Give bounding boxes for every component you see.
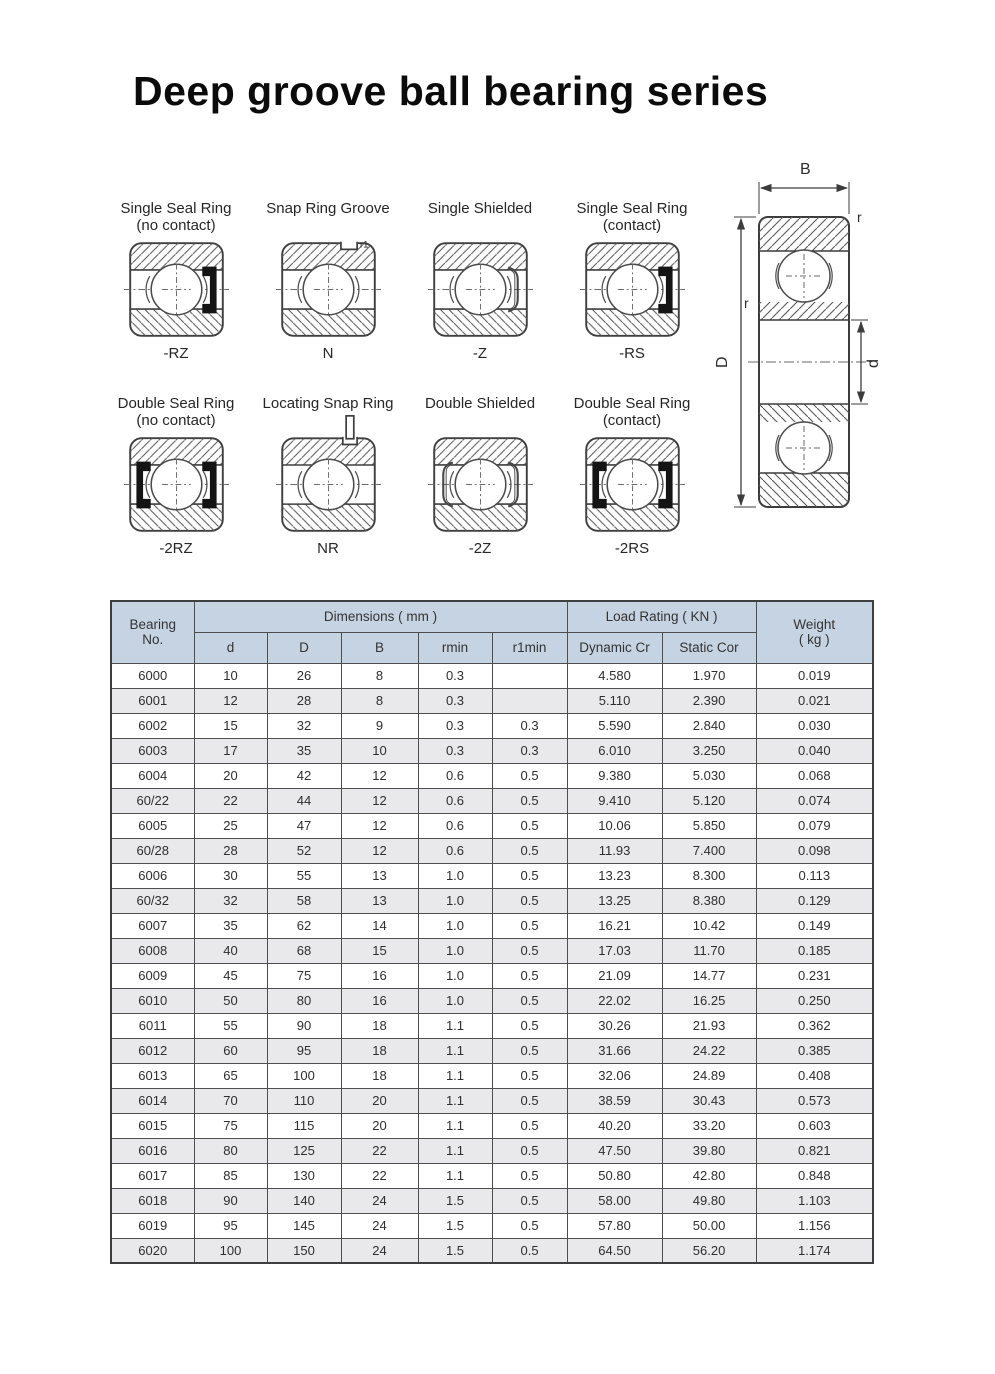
sub-header-b: B (341, 632, 418, 663)
bearing-seal-both-nocontact-icon (124, 432, 229, 537)
value-cell: 11.93 (567, 838, 662, 863)
value-cell: 0.185 (756, 938, 873, 963)
figure-code: -RS (619, 345, 645, 362)
value-cell: 2.390 (662, 688, 756, 713)
value-cell: 1.0 (418, 963, 492, 988)
value-cell: 1.1 (418, 1163, 492, 1188)
value-cell: 26 (267, 663, 341, 688)
figure-title: Single Seal Ring (no contact) (120, 200, 232, 234)
value-cell: 0.573 (756, 1088, 873, 1113)
value-cell: 0.5 (492, 763, 567, 788)
table-row (111, 688, 873, 713)
value-cell: 1.1 (418, 1038, 492, 1063)
bearing-no-cell: 6006 (111, 863, 194, 888)
value-cell: 52 (267, 838, 341, 863)
value-cell: 24.22 (662, 1038, 756, 1063)
value-cell: 0.030 (756, 713, 873, 738)
table-row (111, 713, 873, 738)
bearing-shield-both-icon (428, 432, 533, 537)
value-cell: 12 (341, 763, 418, 788)
value-cell: 0.040 (756, 738, 873, 763)
value-cell: 0.3 (492, 713, 567, 738)
table-row (111, 863, 873, 888)
value-cell: 39.80 (662, 1138, 756, 1163)
value-cell: 95 (267, 1038, 341, 1063)
value-cell: 115 (267, 1113, 341, 1138)
value-cell: 14.77 (662, 963, 756, 988)
value-cell: 125 (267, 1138, 341, 1163)
value-cell: 13.25 (567, 888, 662, 913)
value-cell: 0.3 (418, 663, 492, 688)
bearing-no-cell: 6005 (111, 813, 194, 838)
col-header-dimensions: Dimensions ( mm ) (194, 601, 567, 632)
value-cell: 40 (194, 938, 267, 963)
value-cell: 0.6 (418, 788, 492, 813)
sub-header-r1min: r1min (492, 632, 567, 663)
bearing-figure-2Z (404, 395, 556, 557)
value-cell: 24 (341, 1213, 418, 1238)
value-cell: 5.120 (662, 788, 756, 813)
value-cell: 0.074 (756, 788, 873, 813)
value-cell: 1.1 (418, 1013, 492, 1038)
value-cell: 28 (267, 688, 341, 713)
value-cell: 22.02 (567, 988, 662, 1013)
value-cell: 8 (341, 663, 418, 688)
bearing-no-cell: 6001 (111, 688, 194, 713)
table-row (111, 1138, 873, 1163)
bearing-no-cell: 6020 (111, 1238, 194, 1263)
bearing-no-cell: 6000 (111, 663, 194, 688)
figure-code: -RZ (163, 345, 189, 362)
figure-title: Single Shielded (427, 200, 533, 217)
value-cell: 32.06 (567, 1063, 662, 1088)
table-row (111, 813, 873, 838)
value-cell: 18 (341, 1038, 418, 1063)
value-cell: 15 (341, 938, 418, 963)
dim-label-B: B (800, 161, 811, 178)
value-cell: 70 (194, 1088, 267, 1113)
value-cell: 0.5 (492, 863, 567, 888)
figure-code: -2Z (468, 540, 492, 557)
table-row (111, 763, 873, 788)
bearing-figure-2RZ (100, 395, 252, 557)
svg-text:r1: r1 (359, 239, 368, 251)
value-cell: 1.0 (418, 988, 492, 1013)
table-row (111, 913, 873, 938)
value-cell: 0.3 (418, 738, 492, 763)
bearing-no-cell: 6008 (111, 938, 194, 963)
value-cell: 10.06 (567, 813, 662, 838)
value-cell: 0.5 (492, 813, 567, 838)
value-cell: 42.80 (662, 1163, 756, 1188)
value-cell: 24.89 (662, 1063, 756, 1088)
value-cell: 5.590 (567, 713, 662, 738)
value-cell: 38.59 (567, 1088, 662, 1113)
table-row (111, 938, 873, 963)
value-cell: 10 (194, 663, 267, 688)
table-row (111, 1038, 873, 1063)
bearing-seal-both-contact-icon (580, 432, 685, 537)
value-cell: 8.300 (662, 863, 756, 888)
value-cell: 0.5 (492, 1163, 567, 1188)
value-cell: 0.068 (756, 763, 873, 788)
value-cell: 0.3 (418, 713, 492, 738)
bearing-cross-section-diagram (700, 156, 885, 524)
col-header-weight: Weight ( kg ) (756, 601, 873, 663)
value-cell: 90 (194, 1188, 267, 1213)
value-cell: 150 (267, 1238, 341, 1263)
table-row (111, 1188, 873, 1213)
value-cell: 0.603 (756, 1113, 873, 1138)
value-cell: 16 (341, 988, 418, 1013)
bearing-no-cell: 60/22 (111, 788, 194, 813)
value-cell: 1.1 (418, 1063, 492, 1088)
figure-title: Single Seal Ring (contact) (576, 200, 688, 234)
bearing-figure-2RS (556, 395, 708, 557)
value-cell: 1.1 (418, 1138, 492, 1163)
value-cell: 10.42 (662, 913, 756, 938)
value-cell: 7.400 (662, 838, 756, 863)
value-cell: 0.098 (756, 838, 873, 863)
value-cell: 20 (341, 1113, 418, 1138)
bearing-type-figures (100, 200, 708, 557)
value-cell: 0.6 (418, 838, 492, 863)
value-cell: 9 (341, 713, 418, 738)
bearing-no-cell: 6007 (111, 913, 194, 938)
value-cell: 1.5 (418, 1213, 492, 1238)
value-cell: 0.113 (756, 863, 873, 888)
value-cell: 0.149 (756, 913, 873, 938)
value-cell: 0.5 (492, 1213, 567, 1238)
value-cell: 0.3 (492, 738, 567, 763)
value-cell: 13 (341, 863, 418, 888)
bearing-no-cell: 6012 (111, 1038, 194, 1063)
value-cell: 12 (341, 838, 418, 863)
value-cell: 21.09 (567, 963, 662, 988)
value-cell: 0.5 (492, 963, 567, 988)
value-cell: 1.0 (418, 863, 492, 888)
value-cell: 32 (194, 888, 267, 913)
value-cell: 32 (267, 713, 341, 738)
figure-code: -2RZ (159, 540, 193, 557)
value-cell: 0.5 (492, 1113, 567, 1138)
value-cell: 1.5 (418, 1188, 492, 1213)
table-row (111, 738, 873, 763)
value-cell: 64.50 (567, 1238, 662, 1263)
value-cell: 12 (194, 688, 267, 713)
value-cell: 100 (194, 1238, 267, 1263)
value-cell: 24 (341, 1188, 418, 1213)
figure-title: Double Seal Ring (contact) (573, 395, 691, 429)
value-cell: 50.80 (567, 1163, 662, 1188)
value-cell: 45 (194, 963, 267, 988)
value-cell: 65 (194, 1063, 267, 1088)
value-cell: 0.5 (492, 1013, 567, 1038)
value-cell: 13.23 (567, 863, 662, 888)
value-cell: 49.80 (662, 1188, 756, 1213)
bearing-no-cell: 6019 (111, 1213, 194, 1238)
figure-code: -2RS (614, 540, 650, 557)
value-cell: 13 (341, 888, 418, 913)
value-cell: 56.20 (662, 1238, 756, 1263)
value-cell: 0.5 (492, 1088, 567, 1113)
value-cell: 3.250 (662, 738, 756, 763)
value-cell: 57.80 (567, 1213, 662, 1238)
bearing-no-cell: 6016 (111, 1138, 194, 1163)
value-cell: 12 (341, 813, 418, 838)
value-cell: 1.0 (418, 913, 492, 938)
value-cell: 31.66 (567, 1038, 662, 1063)
bearing-shield-right-icon (428, 237, 533, 342)
table-row (111, 663, 873, 688)
value-cell: 44 (267, 788, 341, 813)
value-cell: 0.5 (492, 1238, 567, 1263)
value-cell: 24 (341, 1238, 418, 1263)
value-cell: 33.20 (662, 1113, 756, 1138)
bearing-seal-right-contact-icon (580, 237, 685, 342)
value-cell: 1.156 (756, 1213, 873, 1238)
value-cell: 1.1 (418, 1088, 492, 1113)
value-cell: 1.174 (756, 1238, 873, 1263)
table-row (111, 1163, 873, 1188)
figure-title: Snap Ring Groove (266, 200, 390, 217)
bearing-no-cell: 60/28 (111, 838, 194, 863)
value-cell: 15 (194, 713, 267, 738)
table-row (111, 1113, 873, 1138)
bearing-no-cell: 6002 (111, 713, 194, 738)
value-cell: 145 (267, 1213, 341, 1238)
value-cell: 0.079 (756, 813, 873, 838)
figure-title: Locating Snap Ring (262, 395, 394, 412)
bearing-no-cell: 6018 (111, 1188, 194, 1213)
table-row (111, 1088, 873, 1113)
spec-table-body (111, 663, 873, 1263)
value-cell: 50.00 (662, 1213, 756, 1238)
value-cell: 30.43 (662, 1088, 756, 1113)
bearing-no-cell: 6009 (111, 963, 194, 988)
bearing-seal-right-nocontact-icon (124, 237, 229, 342)
value-cell: 5.850 (662, 813, 756, 838)
value-cell: 30 (194, 863, 267, 888)
value-cell: 8 (341, 688, 418, 713)
value-cell: 21.93 (662, 1013, 756, 1038)
value-cell: 110 (267, 1088, 341, 1113)
value-cell: 1.103 (756, 1188, 873, 1213)
value-cell: 0.5 (492, 1063, 567, 1088)
dim-label-D: D (714, 356, 731, 368)
value-cell: 17.03 (567, 938, 662, 963)
table-row (111, 888, 873, 913)
value-cell: 40.20 (567, 1113, 662, 1138)
value-cell: 16.25 (662, 988, 756, 1013)
value-cell: 95 (194, 1213, 267, 1238)
value-cell: 58.00 (567, 1188, 662, 1213)
value-cell: 62 (267, 913, 341, 938)
value-cell: 1.1 (418, 1113, 492, 1138)
table-row (111, 1238, 873, 1263)
bearing-no-cell: 6015 (111, 1113, 194, 1138)
sub-header-d: D (267, 632, 341, 663)
value-cell: 0.408 (756, 1063, 873, 1088)
value-cell: 0.231 (756, 963, 873, 988)
value-cell: 0.821 (756, 1138, 873, 1163)
value-cell: 30.26 (567, 1013, 662, 1038)
value-cell: 0.5 (492, 1188, 567, 1213)
sub-header-d: d (194, 632, 267, 663)
value-cell: 25 (194, 813, 267, 838)
bearing-no-cell: 6014 (111, 1088, 194, 1113)
page-title: Deep groove ball bearing series (133, 68, 769, 114)
value-cell: 4.580 (567, 663, 662, 688)
bearing-locating-snap-ring-icon (276, 413, 381, 537)
value-cell: 6.010 (567, 738, 662, 763)
value-cell: 0.250 (756, 988, 873, 1013)
sub-header-rmin: rmin (418, 632, 492, 663)
value-cell: 22 (341, 1163, 418, 1188)
value-cell: 12 (341, 788, 418, 813)
value-cell: 0.5 (492, 1138, 567, 1163)
value-cell: 11.70 (662, 938, 756, 963)
value-cell: 0.362 (756, 1013, 873, 1038)
value-cell: 14 (341, 913, 418, 938)
sub-header-static-cor: Static Cor (662, 632, 756, 663)
bearing-no-cell: 6003 (111, 738, 194, 763)
value-cell: 0.021 (756, 688, 873, 713)
value-cell: 140 (267, 1188, 341, 1213)
value-cell: 100 (267, 1063, 341, 1088)
bearing-no-cell: 6010 (111, 988, 194, 1013)
bearing-figure-N (252, 200, 404, 362)
value-cell: 16.21 (567, 913, 662, 938)
value-cell: 9.410 (567, 788, 662, 813)
value-cell: 58 (267, 888, 341, 913)
value-cell: 0.5 (492, 788, 567, 813)
value-cell: 0.848 (756, 1163, 873, 1188)
value-cell: 0.5 (492, 888, 567, 913)
value-cell: 0.5 (492, 838, 567, 863)
bearing-snap-ring-groove-icon (276, 237, 381, 342)
bearing-no-cell: 6004 (111, 763, 194, 788)
value-cell (492, 688, 567, 713)
value-cell: 8.380 (662, 888, 756, 913)
value-cell: 55 (194, 1013, 267, 1038)
value-cell: 68 (267, 938, 341, 963)
figure-code: NR (317, 540, 339, 557)
bearing-figure-RS (556, 200, 708, 362)
table-row (111, 963, 873, 988)
value-cell: 47 (267, 813, 341, 838)
value-cell: 20 (194, 763, 267, 788)
value-cell: 90 (267, 1013, 341, 1038)
table-row (111, 1013, 873, 1038)
value-cell: 0.385 (756, 1038, 873, 1063)
table-row (111, 988, 873, 1013)
bearing-spec-table (110, 600, 874, 1264)
bearing-figure-Z (404, 200, 556, 362)
bearing-no-cell: 6011 (111, 1013, 194, 1038)
bearing-no-cell: 6017 (111, 1163, 194, 1188)
value-cell: 1.0 (418, 938, 492, 963)
col-header-bearing-no: Bearing No. (111, 601, 194, 663)
value-cell: 35 (267, 738, 341, 763)
table-row (111, 1063, 873, 1088)
value-cell: 18 (341, 1063, 418, 1088)
table-row (111, 788, 873, 813)
value-cell: 75 (267, 963, 341, 988)
value-cell: 0.5 (492, 1038, 567, 1063)
figure-code: -Z (472, 345, 488, 362)
dim-label-r-inner: r (744, 295, 749, 311)
value-cell: 5.030 (662, 763, 756, 788)
bearing-no-cell: 60/32 (111, 888, 194, 913)
dim-label-r-outer: r (857, 209, 862, 225)
value-cell: 130 (267, 1163, 341, 1188)
value-cell: 0.129 (756, 888, 873, 913)
value-cell: 0.6 (418, 763, 492, 788)
sub-header-dynamic-cr: Dynamic Cr (567, 632, 662, 663)
value-cell: 47.50 (567, 1138, 662, 1163)
value-cell: 28 (194, 838, 267, 863)
value-cell: 1.0 (418, 888, 492, 913)
value-cell: 17 (194, 738, 267, 763)
value-cell: 35 (194, 913, 267, 938)
bearing-figure-NR (252, 395, 404, 557)
value-cell: 22 (341, 1138, 418, 1163)
value-cell: 0.5 (492, 938, 567, 963)
figure-title: Double Seal Ring (no contact) (117, 395, 235, 429)
table-row (111, 1213, 873, 1238)
figure-code: N (322, 345, 334, 362)
value-cell: 1.5 (418, 1238, 492, 1263)
value-cell: 10 (341, 738, 418, 763)
value-cell: 0.5 (492, 988, 567, 1013)
value-cell: 80 (194, 1138, 267, 1163)
value-cell: 0.6 (418, 813, 492, 838)
value-cell: 55 (267, 863, 341, 888)
value-cell: 18 (341, 1013, 418, 1038)
value-cell: 9.380 (567, 763, 662, 788)
bearing-figure-RZ (100, 200, 252, 362)
value-cell: 1.970 (662, 663, 756, 688)
value-cell: 16 (341, 963, 418, 988)
value-cell: 5.110 (567, 688, 662, 713)
value-cell: 85 (194, 1163, 267, 1188)
value-cell: 0.5 (492, 913, 567, 938)
value-cell: 2.840 (662, 713, 756, 738)
col-header-load-rating: Load Rating ( KN ) (567, 601, 756, 632)
value-cell: 20 (341, 1088, 418, 1113)
bearing-no-cell: 6013 (111, 1063, 194, 1088)
value-cell: 60 (194, 1038, 267, 1063)
value-cell: 42 (267, 763, 341, 788)
value-cell (492, 663, 567, 688)
value-cell: 0.019 (756, 663, 873, 688)
value-cell: 22 (194, 788, 267, 813)
value-cell: 75 (194, 1113, 267, 1138)
value-cell: 50 (194, 988, 267, 1013)
table-row (111, 838, 873, 863)
value-cell: 80 (267, 988, 341, 1013)
dim-label-d: d (865, 359, 882, 368)
value-cell: 0.3 (418, 688, 492, 713)
figure-title: Double Shielded (424, 395, 536, 412)
